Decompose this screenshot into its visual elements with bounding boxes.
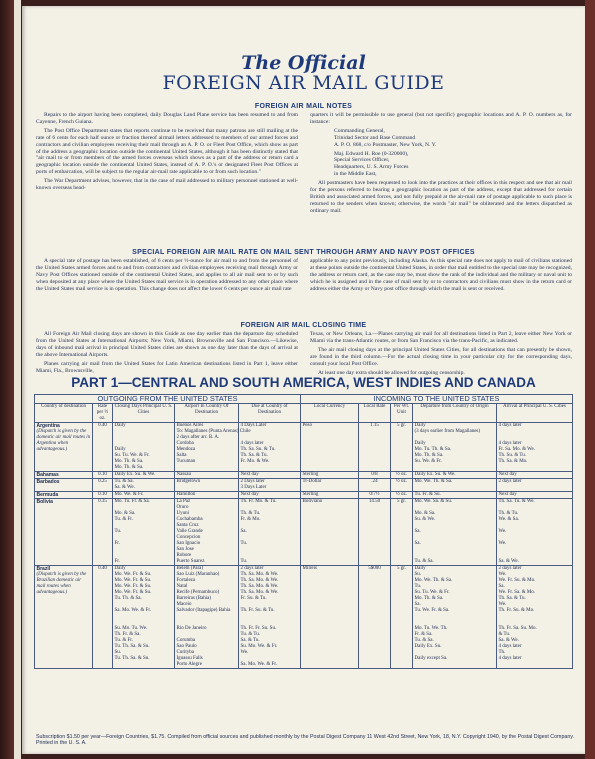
closing-paragraph: The air mail closing days at the principal United States Cities, for all destinations that can presently be shown, are found in the third column.—For the actual closing time in your particular city for the corresponding days, consult your local Post Office. — [310, 346, 572, 367]
arrive-line: Next day — [498, 472, 517, 477]
closing-paragraph: At least one day extra should be allowed for outgoing censorship. — [318, 369, 465, 376]
due-line: Th. Fr. Mo. & Tu. — [240, 499, 277, 504]
special-paragraph: A special rate of postage has been established, of 6 cents per ½-ounce for air mail to and from the personnel of the United States armed forces and to and from contractors and civilian employees receiving mail through Army or Navy Post Offices stationed outside of the continental United States, and applies to all air mail sent to or by such when deposited at any place where the United States mail service is in operation addressed to any other place where the United States mail service is in operation. This change does not affect the lower 6 cents per ounce air mail rate — [36, 258, 298, 292]
closing-cell — [113, 423, 175, 472]
depart-line: Daily — [414, 423, 426, 428]
title-official: The Official — [241, 52, 366, 74]
unit-cell — [391, 472, 413, 479]
arrive-line: 4 days later — [498, 423, 522, 428]
column-header: Closing Days Principal U. S. Cities — [113, 404, 175, 423]
depart-cell — [413, 472, 497, 479]
cover-edge — [585, 0, 595, 759]
unit-cell — [391, 479, 413, 492]
due-line: Th. Fr. Su. & Tu. — [240, 608, 275, 613]
country-name: Argentina — [36, 423, 60, 429]
table-row — [35, 499, 573, 566]
currency-line: Boliviano — [302, 499, 323, 504]
due-line: 2 days later — [240, 566, 264, 571]
table-row — [35, 492, 573, 499]
airport-cell — [175, 492, 239, 499]
airport-line: Puerto Suarez — [176, 559, 205, 564]
closing-cell — [113, 492, 175, 499]
depart-line: Tu. & Sa. — [414, 559, 434, 564]
closing-line: Fr. — [114, 559, 120, 564]
airport-line: Cochabamba — [176, 517, 203, 522]
due-line: 2 Days later — [240, 479, 265, 484]
closing-line: Mo. Th. & Sa. — [114, 465, 144, 470]
address-line: A. P. O. 868, c/o Postmaster, New York, N. Y. — [334, 141, 437, 148]
currency-line: Milreis — [302, 566, 317, 571]
lrate-cell — [359, 492, 391, 499]
unit-line: 5 gr. — [397, 423, 406, 428]
depart-line: Mo. Th. & Sa. — [414, 596, 444, 601]
column-header: Country of destination — [35, 404, 93, 423]
unit-cell — [391, 423, 413, 472]
airport-line: Nassau — [176, 472, 191, 477]
airport-line: Robore — [176, 553, 192, 558]
due-line: Sa. — [240, 529, 247, 534]
lrate-cell — [359, 479, 391, 492]
country-cell — [35, 499, 93, 566]
arrive-line: 4 days later — [498, 441, 522, 446]
airport-line: Fortaleza — [176, 578, 196, 583]
closing-right-column — [310, 331, 572, 378]
airport-line: Salta — [176, 453, 187, 458]
depart-line: Tu. & Sa. — [414, 638, 434, 643]
country-name: Brazil — [36, 566, 51, 572]
arrive-line: Sa. — [498, 584, 505, 589]
closing-line: Daily Ex. Su. & We. — [114, 472, 156, 477]
lrate-line: 0/7½ — [369, 492, 380, 497]
document-page — [22, 6, 585, 754]
due-line: Th. Sa. Su. & Tu. — [240, 447, 276, 452]
airport-line: Sao Luiz (Maranhao) — [176, 572, 220, 577]
rate-cell: 0.40 — [93, 423, 113, 472]
notes-paragraph: quarters it will be permissible to use general (but not specific) geographic locations and A. P. O. numbers as, for instance: — [310, 112, 572, 125]
arrive-line: We. Fr. Sa. & Mo. — [498, 590, 536, 595]
country-name: Bermuda — [36, 492, 59, 498]
due-line: Fr. Su. & Tu. — [240, 596, 267, 601]
closing-line: Mo. We. & Fr. — [114, 492, 144, 497]
depart-line: Mo. & Sa. — [414, 511, 436, 516]
airport-line: Mendoza — [176, 447, 196, 452]
arrive-line: 2 days later — [498, 479, 522, 484]
notes-left-column — [36, 112, 298, 194]
closing-line: Sa. Mo. We. & Fr. — [114, 608, 151, 613]
due-cell — [239, 472, 301, 479]
airport-line: Sao Paulo — [176, 644, 197, 649]
closing-line: Mo. We. Fr. & Su. — [114, 572, 152, 577]
table-row — [35, 479, 573, 492]
airport-line: Bridgetown — [176, 479, 201, 484]
airport-line: Santa Cruz — [176, 523, 199, 528]
depart-cell — [413, 492, 497, 499]
currency-cell — [301, 423, 359, 472]
due-line: Tu. — [240, 559, 248, 564]
closing-line: Mo. We. Fr. & Su. — [114, 584, 152, 589]
table-row — [35, 566, 573, 669]
special-left-column — [36, 258, 298, 295]
column-header: Due at Country of Destination — [239, 404, 301, 423]
column-header-row — [35, 404, 573, 423]
unit-line: ½ oz. — [396, 492, 407, 497]
arrive-line: Next day — [498, 492, 517, 497]
closing-cell — [113, 479, 175, 492]
arrive-cell — [497, 472, 573, 479]
lrate-cell — [359, 423, 391, 472]
lrate-cell — [359, 472, 391, 479]
column-header: Departure from Country of Origin — [413, 404, 497, 423]
column-header: Local Rate — [359, 404, 391, 423]
air-mail-schedule-table — [34, 394, 573, 669]
arrive-line: We. Fr. Su. & Mo. — [498, 578, 536, 583]
closing-line: Mo. We. Fr. & Su. — [114, 578, 152, 583]
arrive-line: Fr. Sa. Mo. & We. — [498, 447, 535, 452]
depart-line: Daily Ex. Su. & We. — [414, 472, 456, 477]
depart-line: Mo. Tu. Th. & Sa. — [414, 447, 452, 452]
arrive-line: We. — [498, 541, 507, 546]
airport-line: Valle Grande — [176, 529, 203, 534]
binder-strip — [14, 0, 21, 759]
closing-time-heading: FOREIGN AIR MAIL CLOSING TIME — [240, 322, 367, 329]
arrive-line: Sa. & We. — [498, 559, 519, 564]
arrive-line: We. & Sa. — [498, 517, 519, 522]
arrive-line: Th. — [498, 650, 506, 655]
special-right-column — [310, 258, 572, 295]
due-line: Sa. & Tu. — [240, 638, 260, 643]
rate-cell: 0.10 — [93, 472, 113, 479]
arrive-cell — [497, 423, 573, 472]
due-line: 4 days later — [240, 441, 264, 446]
currency-cell — [301, 472, 359, 479]
currency-cell — [301, 499, 359, 566]
due-line: We. — [240, 650, 249, 655]
due-line: Th. Sa. & Tu. — [240, 453, 268, 458]
closing-line: Daily — [114, 447, 126, 452]
due-line: Th. Fr. Fr. Su. Su. — [240, 626, 277, 631]
country-name: Bahamas — [36, 472, 59, 478]
airport-line: Recife (Pernambuco) — [176, 590, 220, 595]
rate-cell: 0.40 — [93, 566, 113, 669]
arrive-line: Th. Sa. & Tu. — [498, 596, 526, 601]
closing-line: Daily — [114, 566, 126, 571]
closing-line: Tu. & Fr. — [114, 638, 133, 643]
airport-line: Maceio — [176, 602, 192, 607]
address-line: Maj. Edward H. Roe (0-320000), — [334, 150, 409, 157]
due-line: Tu. — [240, 541, 248, 546]
country-note: (Dispatch is given by the Brazilian domestic air mail routes when advantageous.) — [36, 572, 87, 595]
airport-line: Oruro — [176, 505, 189, 510]
depart-cell — [413, 566, 497, 669]
closing-paragraph: Planes carrying air mail from the United States for Latin American destinations listed in Part 1, leave either Miami, Fla., Brownsville, — [36, 360, 298, 374]
depart-line: Tu. Fr. & Su. — [414, 492, 441, 497]
unit-cell — [391, 566, 413, 669]
closing-line: Tu. Th. Sa. & Su. — [114, 644, 150, 649]
airport-line: Curityba — [176, 650, 194, 655]
airport-line: Concepcion — [176, 535, 201, 540]
closing-left-column — [36, 331, 298, 376]
arrive-line: Th. Fr. Sa. Su. Mo. — [498, 626, 537, 631]
address-line: Trinidad Sector and Base Command — [334, 134, 416, 141]
airport-line: Barreiras (Bahia) — [176, 596, 212, 601]
part-1-title: PART 1—CENTRAL AND SOUTH AMERICA, WEST INDIES AND CANADA — [71, 375, 536, 390]
arrive-cell — [497, 492, 573, 499]
address-line: Headquarters, U. S. Army Forces — [334, 164, 409, 171]
country-cell — [35, 566, 93, 669]
depart-line: Su. We. & Fr. — [414, 459, 442, 464]
due-line: Next day — [240, 492, 259, 497]
unit-line: ½ oz. — [396, 472, 407, 477]
arrive-cell — [497, 479, 573, 492]
country-name: Barbados — [36, 479, 60, 485]
column-header: Local Currency — [301, 404, 359, 423]
lrate-line: 5$000 — [368, 566, 381, 571]
airport-line: Rio De Janeiro — [176, 626, 207, 631]
due-cell — [239, 492, 301, 499]
rate-cell: 0.35 — [93, 499, 113, 566]
closing-line: Th. Fr. & Sa. — [114, 632, 141, 637]
depart-line: Daily — [414, 441, 426, 446]
title-main: FOREIGN AIR MAIL GUIDE — [162, 72, 445, 94]
airport-line: Tucuman — [176, 459, 196, 464]
arrive-line: 4 days later — [498, 644, 522, 649]
closing-line: Su. Tu. We. & Fr. — [114, 453, 150, 458]
closing-cell — [113, 472, 175, 479]
due-line: Th. Sa. Mo. & We. — [240, 578, 279, 583]
arrive-line: We. — [498, 572, 507, 577]
closing-line: Tu. Th. Sa. & Su. — [114, 656, 150, 661]
airport-line: Belem (Para) — [176, 566, 204, 571]
depart-line: (3 days earlier from Magallanes) — [414, 429, 481, 434]
address-example-1 — [310, 128, 572, 149]
depart-cell — [413, 499, 497, 566]
column-header: Arrival at Principal U. S. Cities — [497, 404, 573, 423]
due-line: Th. Sa. Mo. & We. — [240, 590, 279, 595]
arrive-line: Th. Sa. Tu. & We. — [498, 499, 535, 504]
notes-paragraph: All postmasters have been requested to look into the practices at their offices in this respect and see that air mail for the persons referred to bearing a geographic location as part of the address, except that addressed for certain British and associated armed forces, and not fully prepaid at the air-mail rate of postage applicable to such place is returned to the senders when known; otherwise, the words "air mail" be obliterated and the letters dispatched as ordinary mail. — [310, 180, 572, 214]
closing-line: Tu. & Fr. — [114, 517, 133, 522]
notes-paragraph: The Post Office Department states that reports continue to be received that many patrons are still mailing at the rate of 6 cents for each half ounce or fraction thereof airmail letters addressed to members of our armed forces and contractors and civilian employees receiving their mail through an A. P. O. or Fleet Post Office, which show as part of the address a geographic location outside the continental United States, although it has been distinctly stated that "air mail to or from members of the armed forces overseas which shows as a part of the address or return card a geographic location outside the continental United States, instead of A. P. O.'s or designated Fleet Post Offices at ports of embarcation, will be subject to the regular air-mail rate applicable to or from such location." — [36, 127, 298, 176]
due-cell — [239, 499, 301, 566]
address-line: in the Middle East, — [334, 171, 377, 178]
column-header: Rate per ½ oz. — [93, 404, 113, 423]
arrive-line: Th. Fr. Su. & Mo. — [498, 608, 535, 613]
airport-cell — [175, 472, 239, 479]
depart-line: Su. Tu. We. & Fr. — [414, 590, 450, 595]
depart-line: Tu. — [414, 584, 422, 589]
lrate-line: 1.15 — [370, 423, 379, 428]
unit-cell — [391, 499, 413, 566]
currency-cell — [301, 492, 359, 499]
lrate-cell — [359, 566, 391, 669]
rate-cell: 0.10 — [93, 492, 113, 499]
depart-line: Sa. — [414, 529, 421, 534]
address-line: Special Services Officer, — [334, 157, 390, 164]
country-cell — [35, 492, 93, 499]
column-header: Per Wt. Unit — [391, 404, 413, 423]
airport-cell — [175, 499, 239, 566]
due-line: Th. & Tu. — [240, 511, 261, 516]
closing-line: Tu. — [114, 529, 122, 534]
airport-cell — [175, 479, 239, 492]
due-line: Tu. & Tu. — [240, 632, 261, 637]
due-line: Su. Mo. We. & Fr. — [240, 644, 278, 649]
closing-line: Mo. We. Fr. & Su. — [114, 590, 152, 595]
currency-cell — [301, 566, 359, 669]
lrate-line: 0/8 — [371, 472, 378, 477]
notes-heading: FOREIGN AIR MAIL NOTES — [254, 103, 353, 110]
arrive-line: & Tu. — [498, 632, 511, 637]
due-line: Fr. Mo. & We. — [240, 459, 270, 464]
unit-line: ½ oz. — [396, 479, 407, 484]
airport-line: San Jose — [176, 547, 194, 552]
arrive-line: Th. Su. & Tu. — [498, 453, 527, 458]
notes-paragraph: Repairs to the airport having been completed, daily Douglas Land Plane service has been resumed to and from Cayenne, French Guiana. — [36, 112, 298, 125]
closing-line: Daily — [114, 423, 126, 428]
depart-line: Sa. — [414, 541, 421, 546]
footer-subscription-note: Subscription $1.50 per year—Foreign Countries, $1.75. Compiled from official sources and published monthly by the Postal Digest Company 11 West 42nd Street, New York, 18, N.Y. Copyright 1940, by the Postal Digest Company. Printed in the U. S. A. — [36, 734, 575, 747]
airport-line: San Ignacio — [176, 541, 201, 546]
closing-line: Mo. & Sa. — [114, 511, 136, 516]
airport-line: Buenos Aires — [176, 423, 204, 428]
unit-cell — [391, 492, 413, 499]
due-line: Fr. & Mo. — [240, 517, 261, 522]
airport-line: Corumba — [176, 638, 196, 643]
depart-line: Fr. & Sa. — [414, 632, 433, 637]
depart-cell — [413, 479, 497, 492]
depart-line: Mo. We. Sa. & Su. — [414, 499, 453, 504]
depart-line: Mo. We. Th. & Sa. — [414, 578, 453, 583]
depart-line: Su. — [414, 572, 422, 577]
special-paragraph: applicable to any point previously, including Alaska. As this special rate does not apply to mail of civilians stationed at these points outside the continental United States, in order that mail entitled to the special rate may be recognized, the address or return card, as the case may be, must show the rank of the individual and the military or naval unit to which he is assigned and in the case of mail sent by or to contractors and civilians must show in the return card or address either the Army or Navy post office through which the mail is sent or received. — [310, 258, 572, 292]
notes-right-column — [310, 112, 572, 217]
depart-line: Sa. — [414, 602, 421, 607]
airport-cell — [175, 423, 251, 472]
currency-line: Tr-Dollar — [302, 479, 322, 484]
address-example-2 — [310, 151, 572, 179]
notes-paragraph: The War Department advises, however, that in the case of mail addressed to military personnel stationed at well-known overseas head- — [36, 178, 298, 192]
currency-cell — [301, 479, 359, 492]
currency-line: Sterling — [302, 492, 319, 497]
arrive-line: Th. & Tu. — [498, 511, 519, 516]
arrive-line: We. — [498, 529, 507, 534]
incoming-group-header: INCOMING TO THE UNITED STATES — [301, 395, 573, 404]
lrate-line: 14.50 — [368, 499, 381, 504]
depart-line: Daily — [414, 566, 426, 571]
due-line: Sa. Mo. We. & Fr. — [240, 662, 277, 667]
depart-line: Tu. We. Fr. & Sa. — [414, 608, 450, 613]
depart-line: Daily except Sa. — [414, 656, 448, 661]
airport-line: Cordoba — [176, 441, 194, 446]
closing-line: Sa. & We. — [114, 485, 135, 490]
airport-line: Uyuni — [176, 511, 189, 516]
depart-line: Mo. Tu. We. Th. — [414, 626, 448, 631]
depart-line: Su. & We. — [414, 517, 436, 522]
depart-cell — [413, 423, 497, 472]
airport-line: Iguassu Falls — [176, 656, 203, 661]
table-row — [35, 423, 573, 472]
country-note: (Dispatch is given by the domestic air mail routes in Argentina when advantageous.) — [36, 429, 91, 452]
due-line: Th. Sa. Mo. & We. — [240, 572, 279, 577]
due-line: Next day — [240, 472, 259, 477]
closing-cell — [113, 499, 175, 566]
airport-line: Salvador (Itapagipe) Bahia — [176, 608, 231, 613]
currency-line: Sterling — [302, 472, 319, 477]
airport-line: Porto Alegre — [176, 662, 202, 667]
closing-line: Tu. & Sa. — [114, 479, 134, 484]
closing-line: Mo. Th. & Sa. — [114, 459, 144, 464]
lrate-cell — [359, 499, 391, 566]
closing-cell — [113, 566, 175, 669]
airport-cell — [175, 566, 239, 669]
airport-line: Hamilton — [176, 492, 196, 497]
currency-line: Peso — [302, 423, 312, 428]
closing-line: Tu. Th. & Sa. — [114, 596, 142, 601]
closing-paragraph: Texas, or New Orleans, La.—Planes carrying air mail for all destinations listed in Part 2, leave either New York or Miami via the trans-Atlantic routes, or from San Francisco via the trans-Pacific, as indicated. — [310, 331, 572, 344]
address-line: Commanding General, — [334, 127, 385, 134]
arrive-cell — [497, 566, 573, 669]
column-header: Airport In Country Of Destination — [175, 404, 239, 423]
arrive-line: 4 days later — [498, 656, 522, 661]
table-body — [35, 423, 573, 669]
due-line: 3 Days Later — [240, 485, 267, 490]
due-cell — [239, 566, 301, 669]
depart-line: Mo. Th. & Sa. — [414, 453, 444, 458]
rate-cell: 0.25 — [93, 479, 113, 492]
country-cell — [35, 479, 93, 492]
airport-line: Natal — [176, 584, 188, 589]
depart-line: Mo. We. Th. & Sa. — [414, 479, 453, 484]
country-cell — [35, 423, 93, 472]
special-rate-heading: SPECIAL FOREIGN AIR MAIL RATE ON MAIL SENT THROUGH ARMY AND NAVY POST OFFICES — [132, 249, 475, 256]
depart-line: Daily Ex. Su. — [414, 644, 442, 649]
due-cell — [239, 479, 301, 492]
country-cell — [35, 472, 93, 479]
arrive-line: Sa. & We. — [498, 638, 519, 643]
airport-line: To: Magallanes (Punta Arenas) Chile — [176, 429, 251, 434]
airport-line: 2 days after arr. B. A. — [176, 435, 220, 440]
airport-line: La Paz — [176, 499, 191, 504]
table-row — [35, 472, 573, 479]
arrive-line: We. — [498, 602, 507, 607]
arrive-cell — [497, 499, 573, 566]
arrive-line: 2 days later — [498, 566, 522, 571]
unit-line: 5 gr. — [397, 566, 406, 571]
due-line: Th. Sa. Mo. & We. — [240, 584, 279, 589]
lrate-line: .24 — [371, 479, 378, 484]
unit-line: 5 gr. — [397, 499, 406, 504]
closing-paragraph: All Foreign Air Mail closing days are shown in this Guide as one day earlier than the departure day scheduled from the United States at International Airports; New York, Miami, Brownsville and San Francisco.—Likewise, days of inbound mail arrival in principal United States cities are shown as one day later than the days of arrival at the above International Airports. — [36, 331, 298, 358]
closing-line: Mo. Tu. Fr. & Sa. — [114, 499, 150, 504]
closing-line: Su. — [114, 650, 122, 655]
outgoing-group-header: OUTGOING FROM THE UNITED STATES — [35, 395, 301, 404]
closing-line: Fr. — [114, 541, 120, 546]
arrive-line: Th. Sa. & Mo. — [498, 459, 528, 464]
due-line: 4 Days Later — [240, 423, 267, 428]
country-name: Bolivia — [36, 499, 53, 505]
closing-line: Su. Mo. Tu. We. — [114, 626, 148, 631]
